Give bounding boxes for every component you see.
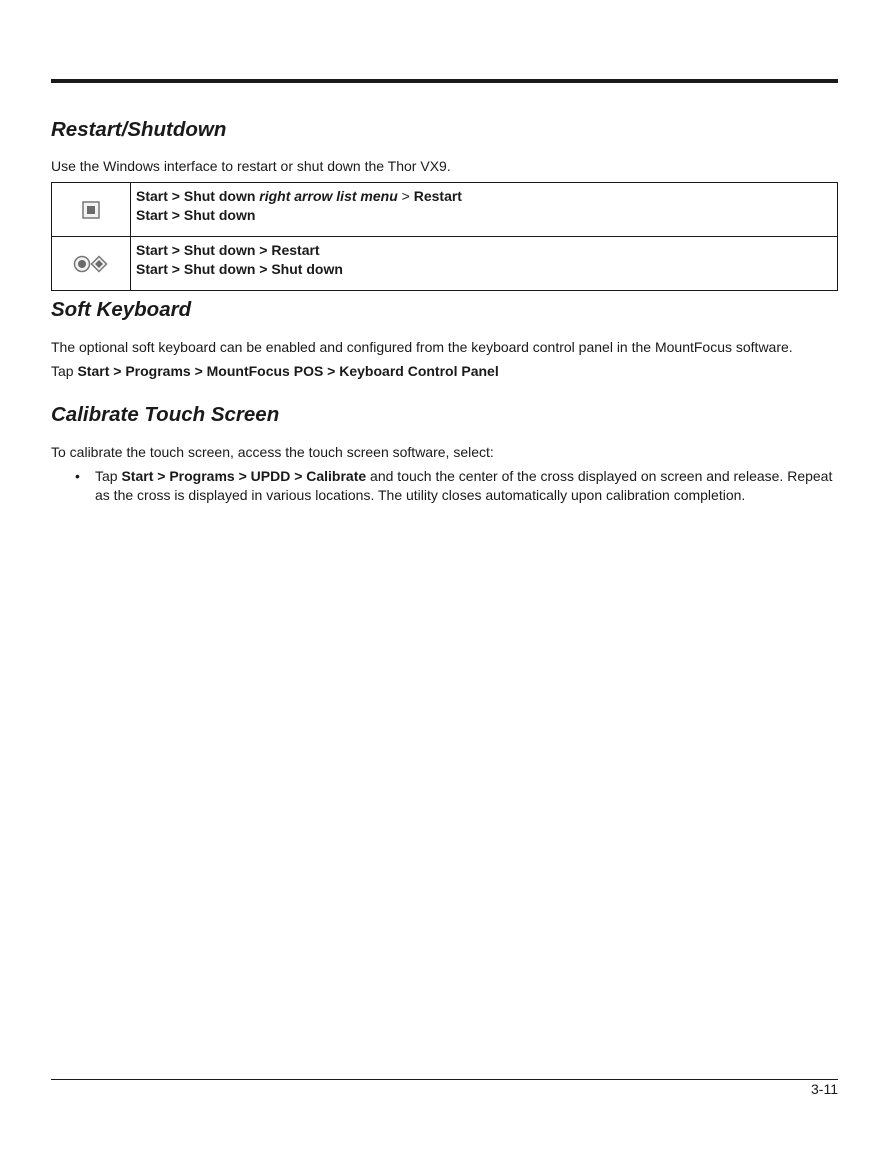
tap-prefix: Tap <box>95 468 122 484</box>
instruction-path-text: Start > Shut down <box>136 206 256 223</box>
section-title-calibrate: Calibrate Touch Screen <box>51 403 280 426</box>
menu-path: Start > Programs > UPDD > Calibrate <box>121 468 367 484</box>
instruction-cell <box>131 237 838 291</box>
menu-path: Start > Programs > MountFocus POS > Keyboard Control Panel <box>77 363 499 379</box>
instruction-path-text: Restart <box>413 188 462 204</box>
calibrate-instruction <box>95 467 835 505</box>
os-icon-cell <box>52 237 131 291</box>
table-row <box>52 183 838 237</box>
stop-square-icon <box>82 201 100 219</box>
instruction-path-text: Start > Shut down > Restart <box>136 242 320 258</box>
footer-rule <box>51 1079 838 1080</box>
tap-prefix: Tap <box>51 363 78 379</box>
instruction-line <box>136 206 832 225</box>
instruction-line <box>136 241 832 260</box>
instruction-line <box>136 187 832 206</box>
section-title-restart: Restart/Shutdown <box>51 118 227 141</box>
table-row <box>52 237 838 291</box>
os-icon-cell <box>52 183 131 237</box>
instruction-emphasis-text: right arrow list menu <box>259 188 398 204</box>
soft-keyboard-intro: The optional soft keyboard can be enabled and configured from the keyboard control panel in the MountFocus software. <box>51 339 793 355</box>
soft-keyboard-tap-instruction <box>51 362 499 380</box>
instruction-path-text: Start > Shut down > Shut down <box>136 260 343 277</box>
page-number: 3-11 <box>811 1081 838 1097</box>
radio-diamond-icon <box>73 255 109 273</box>
calibrate-intro: To calibrate the touch screen, access the touch screen software, select: <box>51 444 494 460</box>
bullet-icon: • <box>75 468 80 484</box>
instruction-text: and touch the center of the cross displayed on screen and release. Repeat as the cross is displayed in various locations. The utility closes automatically upon calibration completion. <box>95 468 833 503</box>
instruction-separator: > <box>397 188 414 204</box>
restart-intro: Use the Windows interface to restart or shut down the Thor VX9. <box>51 158 451 174</box>
instruction-cell <box>131 183 838 237</box>
section-title-soft-keyboard: Soft Keyboard <box>51 298 192 321</box>
instruction-path-text: Start > Shut down <box>136 188 260 204</box>
os-shutdown-table <box>51 182 838 291</box>
instruction-line <box>136 260 832 279</box>
header-rule <box>51 79 838 83</box>
